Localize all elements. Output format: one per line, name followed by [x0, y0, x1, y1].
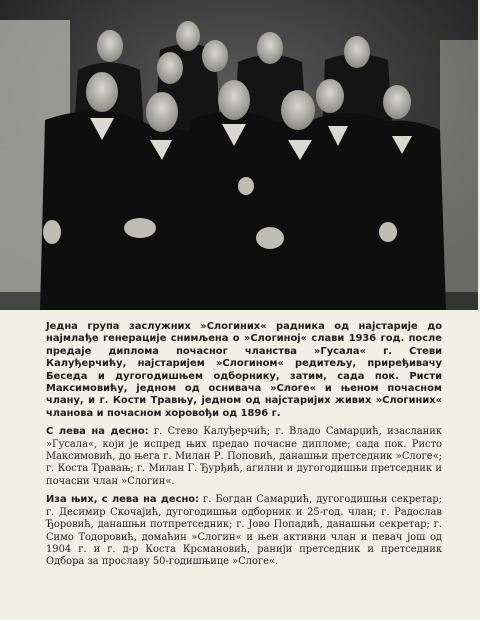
caption-intro: Једна група заслужних »Слогиних« радника од најстарије до најмлађе генерације снимљена о »Слогиној« слави 1936 год. после предаје диплома почасног чланства »Гусала« г. Стеви Калуђерчићу, најстаријем »Слогином« редитељу, приређивачу Беседа и дугогодишњем одборнику, затим, сада пок. Ристи Максимовићу, једном од оснивача »Слоге« и њеном почасном члану, и г. Кости Травњу, једном од најстаријих живих »Слогиних« чланова и почасном хоровођи од 1896 г.: [46, 321, 442, 419]
photo-caption: [46, 321, 442, 575]
caption-front-row-body: г. Стево Калуђерчић; г. Владо Самарџић, изасланик »Гусала«, који је испред њих предао почасне дипломе; сада пок. Ристо Максимовић, до њега г. Милан Р. Поповић, данашњи претседник »Слоге«; г. Коста Травањ; г. Милан Г. Ђурђић, агилни и дугогодишњи претседник и почасни члан »Слогин«.: [46, 426, 442, 487]
caption-back-row-body: г. Богдан Самарџић, дугогодишњи секретар; г. Десимир Скочајић, дугогодишњи одборник и 25-год. члан; г. Радослав Ђоровић, данашњи потпретседник; г. Јово Попадић, данашњи секретар; г. Симо Тодоровић, домаћин »Слогин« и њен активни члан и певач још од 1904 г. и г. д-р Коста Крсмановић, ранији претседник и претседник Одбора за прославу 50-годишњице »Слоге«.: [46, 494, 443, 568]
caption-front-row: [46, 426, 442, 488]
group-photo: [0, 0, 478, 310]
caption-front-row-lead: С лева на десно:: [46, 426, 149, 438]
caption-back-row: [46, 494, 442, 568]
group-photo-icon: [0, 0, 478, 310]
caption-back-row-lead: Иза њих, с лева на десно:: [46, 494, 200, 506]
